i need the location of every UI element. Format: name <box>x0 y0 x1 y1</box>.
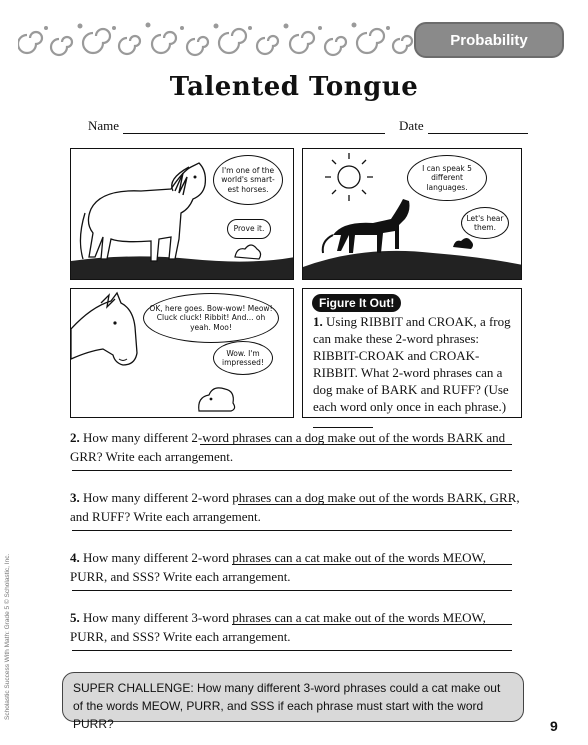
question-3-text: How many different 2-word phrases can a dog make out of the words BARK, GRR, and RUFF? Write each arrangement. <box>70 490 520 524</box>
question-5-text: How many different 3-word phrases can a cat make out of the words MEOW, PURR, and SSS? Write each arrangement. <box>70 610 486 644</box>
figure-it-out-badge: Figure It Out! <box>312 294 401 312</box>
question-4-text: How many different 2-word phrases can a cat make out of the words MEOW, PURR, and SSS? Write each arrangement. <box>70 550 486 584</box>
page-number: 9 <box>550 718 558 734</box>
question-1-text: Using RIBBIT and CROAK, a frog can make these 2-word phrases: RIBBIT-CROAK and CROAK-RIBBIT. What 2-word phrases can a dog make of BARK and RUFF? (Use each word only once in each phrase.) <box>313 314 511 414</box>
question-5-answer-line-2[interactable] <box>72 650 512 651</box>
question-2-text: How many different 2-word phrases can a dog make out of the words BARK and GRR? Write each arrangement. <box>70 430 506 464</box>
question-5-number: 5. <box>70 610 80 625</box>
speech-bubble-horse-smart: I'm one of the world's smart-est horses. <box>213 155 283 205</box>
date-label: Date <box>399 118 424 133</box>
question-1-number: 1. <box>313 314 323 329</box>
question-1-answer-line[interactable] <box>313 418 373 428</box>
speech-bubble-languages: I can speak 5 different languages. <box>407 155 487 201</box>
question-2-answer-line-1[interactable] <box>200 444 512 445</box>
question-1 <box>313 313 518 432</box>
super-challenge-box: SUPER CHALLENGE: How many different 3-word phrases could a cat make out of the words MEOW, PURR, and SSS if each phrase must start with the word PURR? <box>62 672 524 722</box>
speech-bubble-impressed: Wow. I'm impressed! <box>213 341 273 375</box>
name-label: Name <box>88 118 120 133</box>
comic-panel-1 <box>70 148 294 280</box>
section-tab-label: Probability <box>450 31 528 49</box>
question-5 <box>70 608 525 646</box>
question-3-number: 3. <box>70 490 80 505</box>
question-3 <box>70 488 525 526</box>
question-3-answer-line-1[interactable] <box>238 504 512 505</box>
comic-panel-2 <box>302 148 522 280</box>
question-4-answer-line-1[interactable] <box>232 564 512 565</box>
question-3-answer-line-2[interactable] <box>72 530 512 531</box>
question-4-answer-line-2[interactable] <box>72 590 512 591</box>
swirl-decoration <box>18 14 418 60</box>
question-4-number: 4. <box>70 550 80 565</box>
question-2-answer-line-2[interactable] <box>72 470 512 471</box>
question-2 <box>70 428 525 466</box>
speech-bubble-prove-it: Prove it. <box>227 219 271 239</box>
speech-bubble-lets-hear: Let's hear them. <box>461 207 509 239</box>
side-credit: Scholastic Success With Math: Grade 5 © Scholastic, Inc. <box>4 553 11 720</box>
question-4 <box>70 548 525 586</box>
question-2-number: 2. <box>70 430 80 445</box>
comic-panel-3 <box>70 288 294 418</box>
name-date-row <box>88 118 528 134</box>
question-5-answer-line-1[interactable] <box>232 624 512 625</box>
name-field[interactable] <box>123 120 385 134</box>
date-field[interactable] <box>428 120 528 134</box>
section-tab <box>414 22 564 58</box>
page-title: Talented Tongue <box>169 72 419 102</box>
speech-bubble-animal-sounds: OK, here goes. Bow-wow! Meow! Cluck cluck! Ribbit! And... oh yeah. Moo! <box>143 293 279 343</box>
